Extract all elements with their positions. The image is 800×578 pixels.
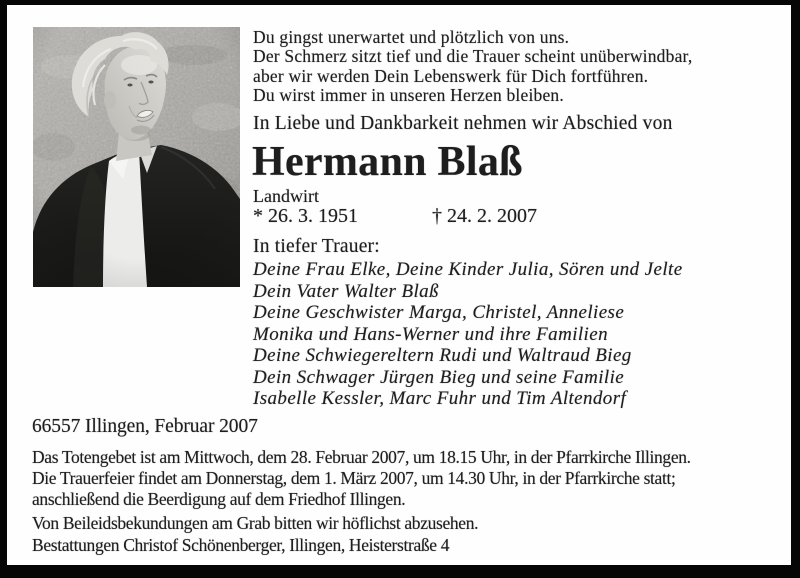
mourner-line: Deine Schwiegereltern Rudi und Waltraud Bieg [253,345,632,366]
obituary-card [7,5,791,565]
condolence-note: Von Beileidsbekundungen am Grab bitten wir höflichst abzusehen. [32,513,479,533]
opening-line: Du gingst unerwartet und plötzlich von uns. [253,27,570,47]
farewell-line: In Liebe und Dankbarkeit nehmen wir Abschied von [253,113,673,134]
mourner-line: Isabelle Kessler, Marc Fuhr und Tim Altendorf [253,388,627,409]
mourners-list [253,259,683,410]
place-date-line: 66557 Illingen, Februar 2007 [32,416,258,437]
opening-line: Der Schmerz sitzt tief und die Trauer scheint unüberwindbar, [253,46,693,67]
deceased-name: Hermann Blaß [252,139,523,185]
mourner-line: Dein Vater Walter Blaß [253,280,439,302]
mourner-line: Deine Geschwister Marga, Christel, Anneliese [253,302,625,323]
birth-date: * 26. 3. 1951 [253,205,358,227]
mourner-line: Dein Schwager Jürgen Bieg und seine Familie [253,366,625,388]
service-info-line: Die Trauerfeier findet am Donnerstag, dem 1. März 2007, um 14.30 Uhr, in der Pfarrkirche statt; [32,468,676,488]
mourner-line: Deine Frau Elke, Deine Kinder Julia, Sören und Jelte [253,259,683,280]
deceased-profession: Landwirt [253,186,319,206]
opening-line: aber wir werden Dein Lebenswerk für Dich fortführen. [253,65,649,86]
death-date: † 24. 2. 2007 [432,205,537,227]
opening-verse [253,28,692,105]
portrait-illustration [33,27,240,287]
mourner-line: Monika und Hans-Werner und ihre Familien [253,323,608,345]
opening-line: Du wirst immer in unseren Herzen bleiben. [253,84,564,105]
deceased-photo [33,27,240,287]
service-info-line: Das Totengebet ist am Mittwoch, dem 28. Februar 2007, um 18.15 Uhr, in der Pfarrkirche Illingen. [32,447,691,467]
service-info-line: anschließend die Beerdigung auf dem Friedhof Illingen. [32,489,406,509]
service-info [32,447,691,510]
funeral-home-line: Bestattungen Christof Schönenberger, Illingen, Heisterstraße 4 [32,535,450,555]
mourning-header: In tiefer Trauer: [253,236,380,257]
